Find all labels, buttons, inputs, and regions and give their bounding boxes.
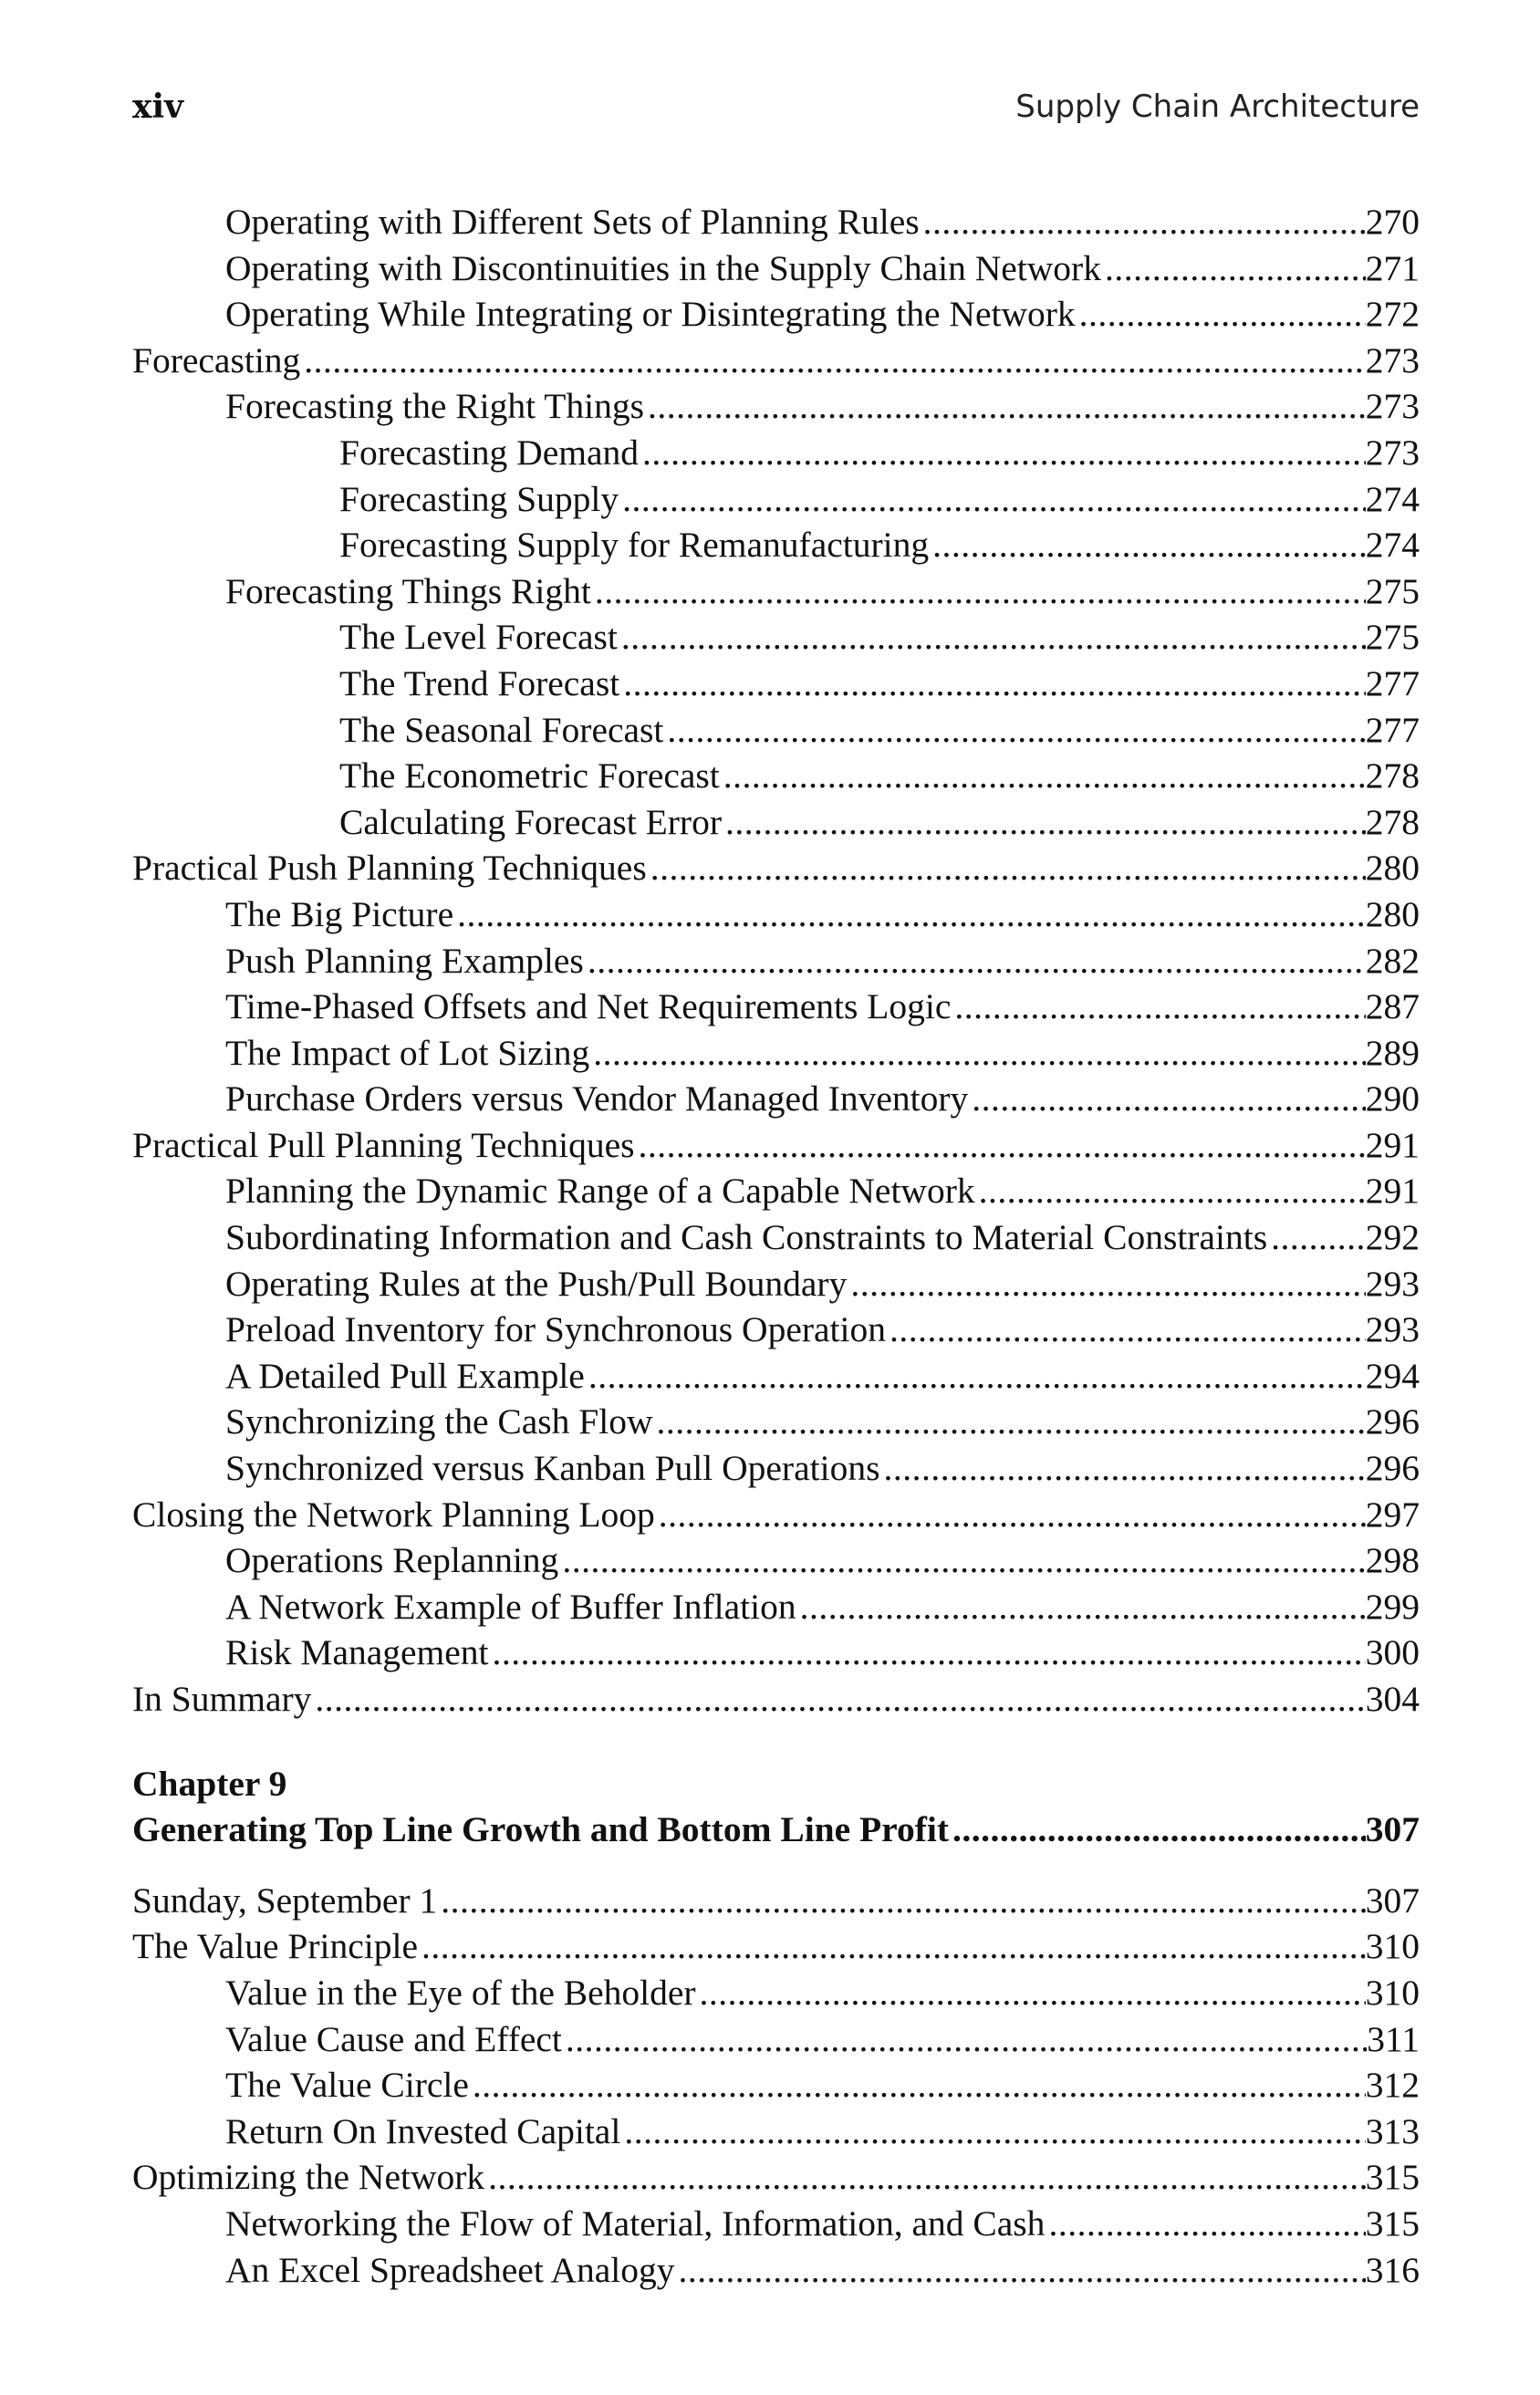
toc-entry[interactable] [132,1399,1420,1445]
dot-leader [949,1807,1366,1853]
toc-entry[interactable] [132,753,1420,799]
toc-entry[interactable] [132,2154,1420,2201]
toc-entry-page: 298 [1365,1540,1420,1581]
toc-entry[interactable] [132,1261,1420,1307]
dot-leader [647,845,1366,891]
toc-entry-title: Practical Push Planning Techniques [132,848,647,889]
dot-leader [619,476,1366,523]
dot-leader [562,2016,1367,2063]
toc-entry-title: Practical Pull Planning Techniques [132,1124,635,1165]
toc-entry-title: Operating with Different Sets of Planning Rules [225,202,920,242]
dot-leader [920,199,1366,245]
toc-entry[interactable] [132,199,1420,245]
dot-leader [696,1970,1366,2016]
toc-entry-title: Calculating Forecast Error [339,801,722,842]
toc-entry[interactable] [132,1676,1420,1723]
toc-entry-page: 315 [1365,2202,1420,2244]
toc-entry[interactable] [132,1076,1420,1122]
dot-leader [879,1445,1365,1492]
toc-entry-page: 270 [1365,202,1420,242]
dot-leader [652,1399,1365,1445]
toc-entry-title: Synchronizing the Cash Flow [225,1401,653,1442]
toc-entry-page: 297 [1365,1494,1420,1535]
toc-entry-title: Forecasting Demand [339,432,639,473]
toc-entry-title: Forecasting Things Right [225,570,591,611]
toc-entry-title: Push Planning Examples [225,940,584,981]
toc-entry[interactable] [132,338,1420,384]
dot-leader [311,1676,1365,1723]
toc-entry-page: 280 [1365,893,1420,934]
toc-entry-title: Operating with Discontinuities in the Supply Chain Network [225,247,1101,288]
toc-entry-page: 304 [1365,1679,1420,1719]
dot-leader [489,1630,1366,1676]
dot-leader [1076,291,1366,338]
dot-leader [1267,1214,1366,1261]
toc-entry[interactable] [132,2201,1420,2247]
dot-leader [847,1261,1365,1307]
toc-entry-page: 289 [1365,1032,1420,1073]
dot-leader [720,753,1366,799]
toc-entry-page: 277 [1365,709,1420,750]
toc-entry[interactable] [132,1970,1420,2016]
dot-leader [796,1584,1366,1630]
toc-entry-page: 280 [1365,848,1420,889]
toc-entry[interactable] [132,1492,1420,1538]
toc-entry-title: Value Cause and Effect [225,2018,562,2059]
toc-entry[interactable] [132,430,1420,476]
toc-entry[interactable] [132,1923,1420,1970]
toc-entry[interactable] [132,1030,1420,1077]
toc-entry-title: Closing the Network Planning Loop [132,1494,655,1535]
toc-entry-title: The Seasonal Forecast [339,709,664,750]
toc-entry-title: Preload Inventory for Synchronous Operation [225,1309,886,1350]
spacer [132,1853,1420,1878]
toc-entry-page: 292 [1365,1217,1420,1258]
toc-entry-page: 282 [1365,940,1420,981]
dot-leader [589,1030,1365,1077]
toc-entry[interactable] [132,2062,1420,2109]
toc-entry[interactable] [132,2016,1420,2063]
dot-leader [663,707,1365,754]
dot-leader [300,338,1365,384]
dot-leader [722,799,1366,846]
toc-entry-title: A Network Example of Buffer Inflation [225,1586,796,1627]
toc-entry[interactable] [132,614,1420,661]
toc-entry[interactable] [132,1168,1420,1214]
toc-entry-page: 310 [1365,1972,1420,2013]
toc-entry-page: 296 [1365,1448,1420,1489]
dot-leader [886,1307,1366,1353]
toc-entry-page: 273 [1365,339,1420,380]
dot-leader [644,383,1366,430]
toc-section-chapter-8 [132,199,1420,1723]
toc-entry[interactable] [132,245,1420,292]
toc-entry[interactable] [132,799,1420,846]
toc-entry-title: Return On Invested Capital [225,2110,621,2151]
toc-entry-title: Purchase Orders versus Vendor Managed Inventory [225,1078,969,1119]
toc-entry-page: 293 [1365,1263,1420,1304]
dot-leader [584,938,1366,984]
page-number: xiv [132,88,184,126]
toc-entry-page: 271 [1365,247,1420,288]
toc-entry-title: An Excel Spreadsheet Analogy [225,2249,675,2290]
toc-entry-title: The Trend Forecast [339,662,620,703]
toc-entry-title: A Detailed Pull Example [225,1355,585,1396]
toc-entry[interactable] [132,1537,1420,1584]
dot-leader [437,1878,1366,1924]
toc-entry-title: The Big Picture [225,893,454,934]
toc-entry-page: 300 [1365,1632,1420,1673]
toc-entry[interactable] [132,1122,1420,1169]
toc-entry[interactable] [132,1630,1420,1676]
toc-entry-title: Time-Phased Offsets and Net Requirements Logic [225,986,952,1027]
toc-entry[interactable] [132,891,1420,938]
toc-entry-page: 272 [1365,294,1420,335]
toc-entry-title: The Value Circle [225,2065,469,2106]
toc-entry-title: Sunday, September 1 [132,1880,438,1921]
dot-leader [929,522,1366,568]
toc-entry-page: 275 [1365,617,1420,658]
toc-entry-title: Synchronized versus Kanban Pull Operations [225,1448,880,1489]
running-head: Supply Chain Architecture [1015,89,1420,125]
dot-leader [620,2109,1365,2155]
table-of-contents [132,199,1420,2293]
dot-leader [951,984,1365,1030]
toc-entry-page: 307 [1365,1880,1420,1921]
toc-entry-page: 274 [1365,478,1420,519]
toc-entry-page: 287 [1365,986,1420,1027]
toc-entry-title: Subordinating Information and Cash Constraints to Material Constraints [225,1217,1268,1258]
toc-entry[interactable] [132,2109,1420,2155]
toc-entry-page: 273 [1365,432,1420,473]
dot-leader [1101,245,1366,292]
toc-entry[interactable] [132,291,1420,338]
toc-entry[interactable] [132,2247,1420,2294]
toc-entry[interactable] [132,1214,1420,1261]
toc-entry-title: Operating While Integrating or Disintegrating the Network [225,294,1076,335]
toc-entry-page: 296 [1365,1401,1420,1442]
toc-entry[interactable] [132,938,1420,984]
toc-entry-page: 290 [1365,1078,1420,1119]
toc-entry[interactable] [132,1445,1420,1492]
toc-entry[interactable] [132,984,1420,1030]
toc-entry-page: 291 [1365,1171,1420,1212]
toc-entry[interactable] [132,522,1420,568]
chapter-title: Generating Top Line Growth and Bottom Line Profit [132,1809,950,1850]
toc-entry-title: Networking the Flow of Material, Information, and Cash [225,2202,1046,2244]
toc-entry-page: 299 [1365,1586,1420,1627]
toc-entry[interactable] [132,845,1420,891]
toc-entry-page: 315 [1365,2157,1420,2198]
toc-entry-page: 311 [1367,2018,1420,2059]
toc-entry-title: Operating Rules at the Push/Pull Boundary [225,1263,848,1304]
toc-entry-title: Optimizing the Network [132,2157,485,2198]
toc-entry-page: 312 [1365,2065,1420,2106]
toc-entry-page: 275 [1365,570,1420,611]
dot-leader [558,1537,1365,1584]
dot-leader [469,2062,1366,2109]
dot-leader [968,1076,1365,1122]
toc-entry-page: 291 [1365,1124,1420,1165]
toc-entry-title: Value in the Eye of the Beholder [225,1972,696,2013]
toc-entry[interactable] [132,476,1420,523]
toc-entry-title: Risk Management [225,1632,489,1673]
toc-entry-title: Forecasting [132,339,301,380]
dot-leader [618,614,1366,661]
toc-entry-page: 310 [1365,1926,1420,1967]
toc-entry-page: 293 [1365,1309,1420,1350]
toc-entry[interactable] [132,1353,1420,1400]
toc-entry-title: The Value Principle [132,1926,418,1967]
toc-entry[interactable] [132,568,1420,615]
toc-entry-page: 277 [1365,662,1420,703]
chapter-label: Chapter 9 [132,1763,287,1804]
dot-leader [418,1923,1366,1970]
toc-entry-title: Forecasting Supply for Remanufacturing [339,525,930,566]
toc-entry-page: 273 [1365,386,1420,427]
dot-leader [975,1168,1366,1214]
dot-leader [655,1492,1366,1538]
toc-entry-page: 313 [1365,2110,1420,2151]
toc-entry[interactable] [132,1584,1420,1630]
chapter-page-number: 307 [1365,1809,1420,1850]
toc-entry[interactable] [132,661,1420,707]
dot-leader [453,891,1366,938]
toc-entry-page: 316 [1365,2249,1420,2290]
dot-leader [675,2247,1366,2294]
toc-entry-title: In Summary [132,1679,312,1719]
dot-leader [635,1122,1366,1169]
toc-entry-title: Operations Replanning [225,1540,559,1581]
toc-entry-title: The Econometric Forecast [339,755,720,797]
toc-entry-title: Forecasting Supply [339,478,619,519]
toc-entry-title: The Impact of Lot Sizing [225,1032,590,1073]
dot-leader [591,568,1366,615]
toc-entry-page: 278 [1365,801,1420,842]
dot-leader [619,661,1366,707]
toc-entry-title: The Level Forecast [339,617,618,658]
toc-entry-title: Planning the Dynamic Range of a Capable Network [225,1171,975,1212]
toc-entry[interactable] [132,383,1420,430]
chapter-title-entry[interactable] [132,1807,1420,1853]
dot-leader [639,430,1366,476]
toc-entry-page: 274 [1365,525,1420,566]
toc-entry-title: Forecasting the Right Things [225,386,644,427]
toc-section-chapter-9 [132,1878,1420,2293]
toc-entry-page: 278 [1365,755,1420,797]
dot-leader [585,1353,1366,1400]
dot-leader [484,2154,1366,2201]
dot-leader [1045,2201,1365,2247]
page-header [132,84,1420,130]
toc-entry[interactable] [132,1307,1420,1353]
toc-entry-page: 294 [1365,1355,1420,1396]
toc-entry[interactable] [132,707,1420,754]
toc-entry[interactable] [132,1878,1420,1924]
